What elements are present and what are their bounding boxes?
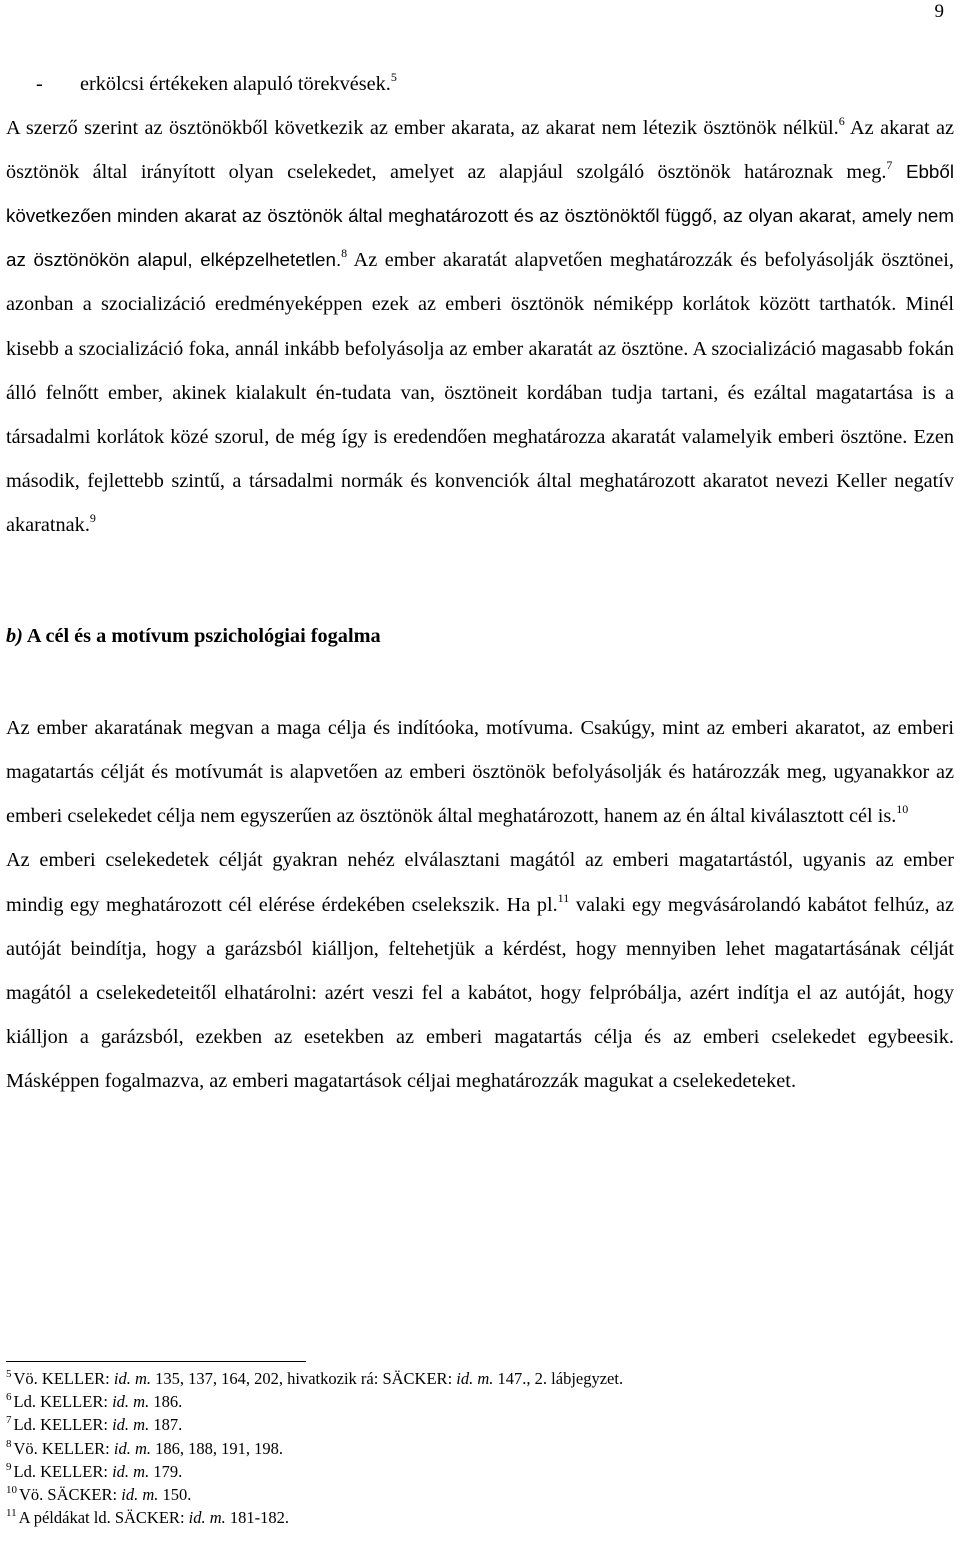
footnote-author: SÄCKER [382,1369,448,1388]
footnote-sep: : [103,1461,113,1481]
footnote-pages: 147., 2. lábjegyzet. [493,1369,624,1388]
footnote-author: SÄCKER [47,1485,113,1505]
footnote-8 [6,1437,623,1460]
footnote-9 [6,1460,623,1483]
footnote-ref-italic: id. m. [112,1392,150,1412]
footnote-pages: 186, 188, 191, 198. [151,1438,284,1458]
paragraph-1-text-c: Ebből következően minden akarat az ösztönök által meghatározott és az ösztönöktől függő, az olyan akarat, amely nem az ösztönökön alapul, elképzelhetetlen. [6,161,954,271]
section-letter: b) [6,625,23,648]
footnote-ref-5[interactable]: 5 [390,70,397,84]
footnote-number: 9 [6,1460,12,1473]
footnote-sep: : [179,1508,189,1528]
footnote-pages: 150. [158,1485,192,1505]
footnote-author: KELLER [40,1415,104,1435]
footnote-number: 11 [6,1507,17,1520]
footnote-ref-italic: id. m. [113,1369,152,1388]
footnote-prefix: A példákat ld. [18,1508,115,1528]
paragraph-3-text-b: valaki egy megvásárolandó kabátot felhúz, az autóját beindítja, hogy a garázsból kiálljon, feltehetjük a kérdést, hogy mennyiben lehet magatartásának célját magától a cselekedeteitől elhatárolni: azért veszi fel a kabátot, hogy felpróbálja, azért indítja el az autóját, hogy kiálljon a garázsból, ezekben az esetekben az emberi magatartás célja és az emberi cselekedet egybeesik. Másképpen fogalmazva, az emberi magatartások céljai meghatározzák magukat a cselekedeteket. [6,893,954,1092]
paragraph-1 [6,106,954,547]
footnote-11 [6,1506,623,1529]
footnote-pages: 135, 137, 164, 202, hivatkozik rá: [151,1369,383,1388]
footnotes [6,1367,623,1529]
footnote-ref-11[interactable]: 11 [557,890,570,905]
paragraph-1-text-d: Az ember akaratát alapvetően meghatározzák és befolyásolják ösztönei, azonban a szocializáció eredményeképpen ezek az emberi ösztönök némiképp korlátok között tarthatók. Minél kisebb a szocializáció foka, annál inkább befolyásolja az ember akaratát az ösztöne. A szocializáció magasabb fokán álló felnőtt ember, akinek kialakult én-tudata van, ösztöneit kordában tudja tartani, és ezáltal magatartása is a társadalmi korlátok közé szorul, de még így is eredendően meghatározza akaratát valamelyik emberi ösztöne. Ezen második, fejlettebb szintű, a társadalmi normák és konvenciók által meghatározott akaratot nevezi Keller negatív akaratnak. [6,249,954,536]
list-item-text: erkölcsi értékeken alapuló törekvések. [80,73,391,95]
footnote-author: KELLER [41,1369,106,1388]
paragraph-1-text-b: Az akarat az ösztönök által irányított olyan cselekedet, amelyet az alapjául szolgáló ösztönök határoznak meg. [6,117,955,184]
footnote-ref-italic: id. m. [188,1508,226,1528]
footnote-prefix: Ld. [13,1461,41,1481]
footnote-sep: : [103,1415,113,1435]
footnote-6 [6,1390,623,1413]
footnote-pages: 181-182. [225,1508,290,1528]
footnote-ref-italic: id. m. [121,1485,159,1505]
paragraph-2 [6,706,954,838]
footnote-number: 8 [6,1437,12,1450]
footnote-sep: : [103,1392,113,1412]
footnote-ref-7[interactable]: 7 [886,158,893,173]
paragraph-3 [6,838,954,1103]
footnote-pages: 186. [149,1392,183,1412]
list-dash: - [36,73,43,95]
footnote-ref-italic: id. m. [456,1369,494,1388]
footnote-number: 10 [6,1484,17,1497]
list-item [6,62,954,106]
main-text [6,62,954,1103]
footnote-prefix: Vö. [19,1485,48,1505]
paragraph-2-text: Az ember akaratának megvan a maga célja és indítóoka, motívuma. Csakúgy, mint az emberi akaratot, az emberi magatartás célját és motívumát is alapvetően az emberi ösztönök befolyásolják és határozzák meg, ugyanakkor az emberi cselekedet célja nem egyszerűen az ösztönök által meghatározott, hanem az én által kiválasztott cél is. [6,717,954,828]
footnote-ref-italic: id. m. [112,1461,150,1481]
page-number: 9 [934,1,944,22]
footnote-sep: : [447,1369,457,1388]
section-heading [6,614,954,658]
footnote-number: 7 [6,1414,12,1427]
footnote-author: KELLER [40,1461,104,1481]
footnote-ref-8[interactable]: 8 [341,246,348,261]
footnote-number: 6 [6,1391,12,1404]
footnote-ref-9[interactable]: 9 [89,510,96,525]
paragraph-1-text-a: A szerző szerint az ösztönökből következik az ember akarata, az akarat nem létezik ösztönök nélkül. [6,117,839,140]
footnote-7 [6,1413,623,1436]
footnote-sep: : [105,1438,114,1458]
footnote-prefix: Vö. [13,1369,42,1388]
footnote-separator [6,1361,306,1362]
footnote-author: SÄCKER [114,1508,180,1528]
footnote-sep: : [112,1485,122,1505]
footnote-author: KELLER [41,1438,106,1458]
paragraph-3-text-a: Az emberi cselekedetek célját gyakran nehéz elválasztani magától az emberi magatartástól, ugyanis az ember mindig egy meghatározott cél elérése érdekében cselekszik. Ha pl. [6,849,954,916]
footnote-prefix: Ld. [13,1415,41,1435]
footnote-10 [6,1483,623,1506]
footnote-5 [6,1367,623,1390]
footnote-pages: 187. [149,1415,183,1435]
footnote-author: KELLER [40,1392,104,1412]
footnote-ref-6[interactable]: 6 [838,114,845,129]
footnote-number: 5 [6,1368,12,1380]
footnote-pages: 179. [149,1461,183,1481]
footnote-ref-italic: id. m. [112,1415,150,1435]
footnote-ref-italic: id. m. [113,1438,152,1458]
section-title: A cél és a motívum pszichológiai fogalma [26,625,381,648]
footnote-prefix: Vö. [13,1438,42,1458]
footnote-prefix: Ld. [13,1392,41,1412]
footnote-ref-10[interactable]: 10 [896,802,909,817]
footnote-sep: : [105,1369,114,1388]
